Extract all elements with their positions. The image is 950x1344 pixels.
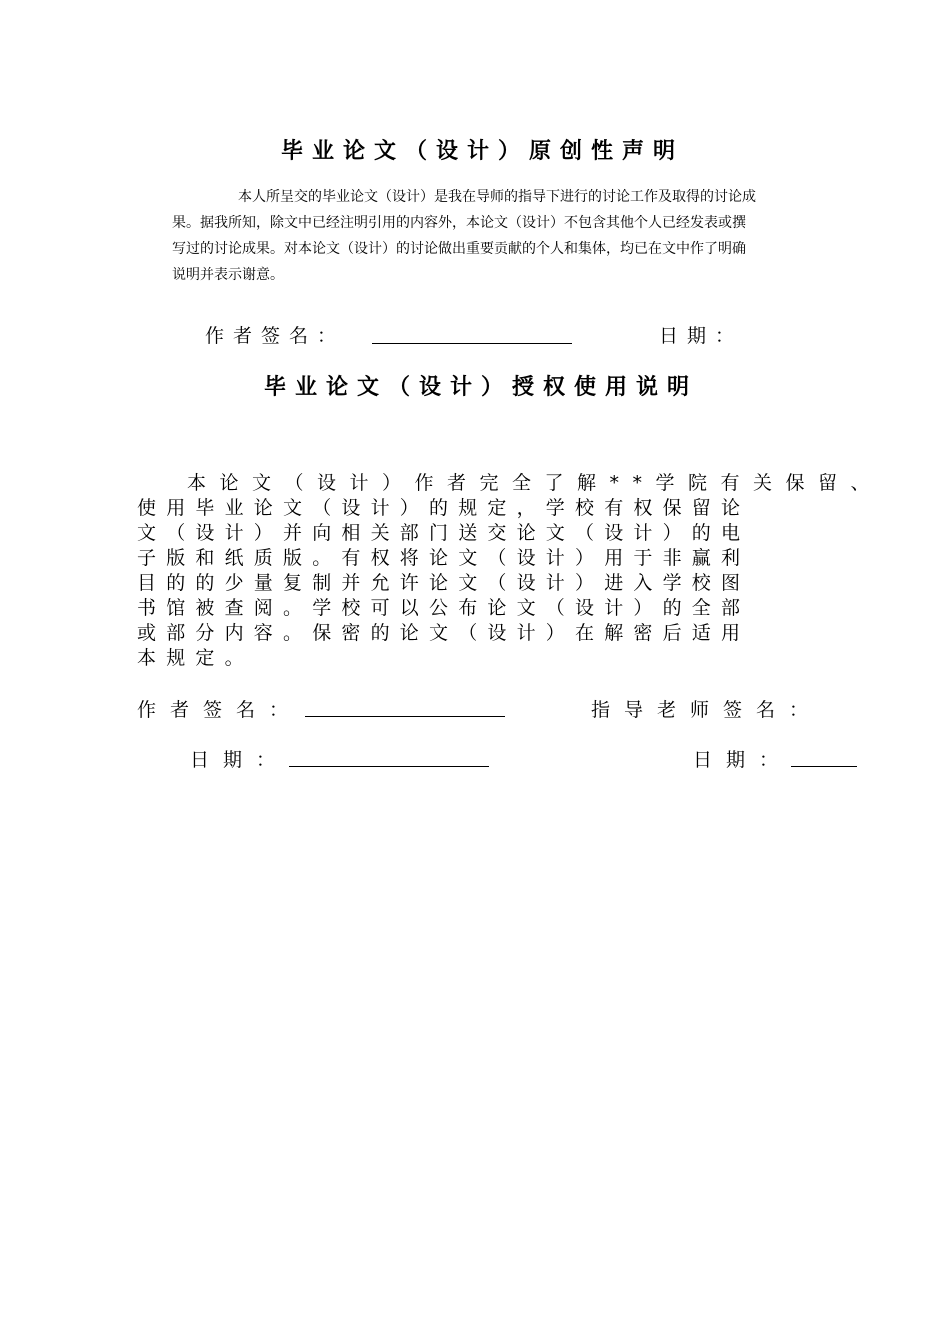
authorization-author-date-field[interactable]	[289, 766, 489, 767]
originality-line: 果。据我所知，除文中已经注明引用的内容外，本论文（设计）不包含其他个人已经发表或撰	[172, 215, 746, 231]
originality-title: 毕业论文（设计）原创性声明	[281, 139, 685, 164]
authorization-line: 或部分内容。保密的论文（设计）在解密后适用	[137, 622, 751, 644]
authorization-line: 子版和纸质版。有权将论文（设计）用于非赢利	[137, 547, 751, 569]
authorization-advisor-date-field[interactable]	[791, 766, 857, 767]
authorization-line: 本论文（设计）作者完全了解**学院有关保留、	[187, 472, 884, 494]
originality-author-sign-label: 作者签名：	[205, 325, 346, 347]
authorization-line: 目的的少量复制并允许论文（设计）进入学校图	[137, 572, 751, 594]
authorization-line: 使用毕业论文（设计）的规定，学校有权保留论	[137, 497, 751, 519]
authorization-advisor-date-label: 日期：	[693, 749, 793, 771]
authorization-line: 书馆被查阅。学校可以公布论文（设计）的全部	[137, 597, 751, 619]
authorization-author-sign-field[interactable]	[305, 716, 505, 717]
originality-line: 本人所呈交的毕业论文（设计）是我在导师的指导下进行的讨论工作及取得的讨论成	[238, 189, 756, 205]
authorization-advisor-sign-label: 指导老师签名：	[591, 699, 823, 721]
authorization-author-date-label: 日期：	[190, 749, 290, 771]
authorization-author-sign-label: 作者签名：	[137, 699, 303, 721]
originality-author-sign-field[interactable]	[372, 343, 572, 344]
originality-line: 说明并表示谢意。	[172, 267, 284, 283]
originality-date-label: 日期：	[659, 325, 744, 347]
authorization-title: 毕业论文（设计）授权使用说明	[264, 375, 699, 400]
originality-line: 写过的讨论成果。对本论文（设计）的讨论做出重要贡献的个人和集体，均已在文中作了明确	[172, 241, 746, 257]
authorization-line: 文（设计）并向相关部门送交论文（设计）的电	[137, 522, 751, 544]
authorization-line: 本规定。	[137, 647, 254, 669]
